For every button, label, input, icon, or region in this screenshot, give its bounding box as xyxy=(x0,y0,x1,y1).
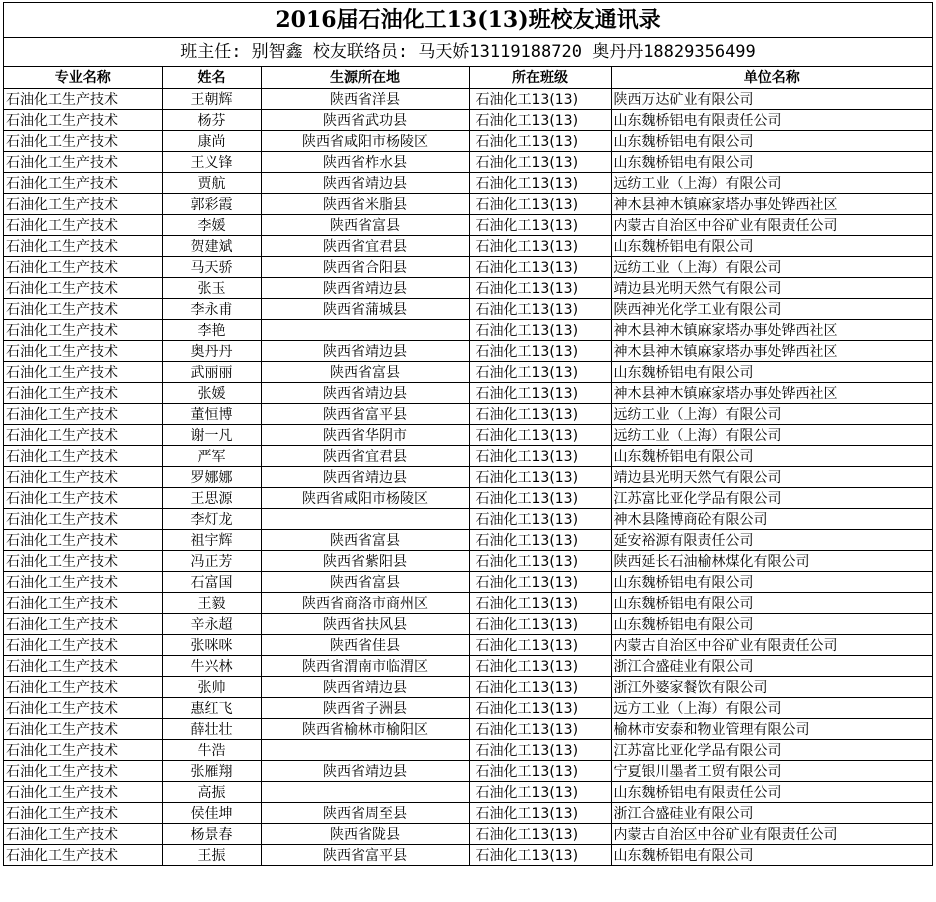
table-row xyxy=(4,529,932,550)
cell-unit: 神木县神木镇麻家塔办事处铧西社区 xyxy=(611,340,932,361)
cell-major: 石油化工生产技术 xyxy=(4,88,162,109)
cell-name: 辛永超 xyxy=(162,613,261,634)
column-header-class: 所在班级 xyxy=(469,67,611,88)
cell-name: 牛浩 xyxy=(162,739,261,760)
table-row xyxy=(4,403,932,424)
cell-major: 石油化工生产技术 xyxy=(4,760,162,781)
cell-unit: 山东魏桥铝电有限公司 xyxy=(611,151,932,172)
table-row xyxy=(4,193,932,214)
table-row xyxy=(4,109,932,130)
cell-unit: 陕西延长石油榆林煤化有限公司 xyxy=(611,550,932,571)
cell-class: 石油化工13(13) xyxy=(469,844,611,865)
cell-name: 张帅 xyxy=(162,676,261,697)
cell-major: 石油化工生产技术 xyxy=(4,424,162,445)
cell-name: 祖宇辉 xyxy=(162,529,261,550)
cell-class: 石油化工13(13) xyxy=(469,88,611,109)
cell-major: 石油化工生产技术 xyxy=(4,298,162,319)
cell-name: 马天骄 xyxy=(162,256,261,277)
page-title: 2016届石油化工13(13)班校友通讯录 xyxy=(4,3,932,38)
table-row xyxy=(4,634,932,655)
table-row xyxy=(4,844,932,865)
table-row xyxy=(4,739,932,760)
cell-class: 石油化工13(13) xyxy=(469,802,611,823)
table-row xyxy=(4,151,932,172)
column-header-unit: 单位名称 xyxy=(611,67,932,88)
cell-major: 石油化工生产技术 xyxy=(4,781,162,802)
table-row xyxy=(4,172,932,193)
cell-class: 石油化工13(13) xyxy=(469,361,611,382)
contact-subtitle: 班主任: 别智鑫 校友联络员: 马天娇13119188720 奥丹丹18829356499 xyxy=(4,38,932,67)
cell-unit: 江苏富比亚化学品有限公司 xyxy=(611,739,932,760)
cell-origin: 陕西省子洲县 xyxy=(261,697,469,718)
cell-name: 贾航 xyxy=(162,172,261,193)
cell-class: 石油化工13(13) xyxy=(469,781,611,802)
cell-unit: 江苏富比亚化学品有限公司 xyxy=(611,487,932,508)
cell-name: 严军 xyxy=(162,445,261,466)
cell-origin: 陕西省洋县 xyxy=(261,88,469,109)
cell-class: 石油化工13(13) xyxy=(469,676,611,697)
cell-name: 武丽丽 xyxy=(162,361,261,382)
cell-major: 石油化工生产技术 xyxy=(4,823,162,844)
cell-major: 石油化工生产技术 xyxy=(4,592,162,613)
table-row xyxy=(4,445,932,466)
cell-origin: 陕西省宜君县 xyxy=(261,445,469,466)
cell-origin: 陕西省榆林市榆阳区 xyxy=(261,718,469,739)
cell-unit: 浙江外婆家餐饮有限公司 xyxy=(611,676,932,697)
cell-major: 石油化工生产技术 xyxy=(4,508,162,529)
alumni-sheet xyxy=(3,2,933,866)
cell-unit: 内蒙古自治区中谷矿业有限责任公司 xyxy=(611,823,932,844)
cell-unit: 内蒙古自治区中谷矿业有限责任公司 xyxy=(611,634,932,655)
cell-major: 石油化工生产技术 xyxy=(4,445,162,466)
cell-class: 石油化工13(13) xyxy=(469,172,611,193)
cell-class: 石油化工13(13) xyxy=(469,298,611,319)
table-row xyxy=(4,823,932,844)
cell-unit: 延安裕源有限责任公司 xyxy=(611,529,932,550)
cell-unit: 神木县神木镇麻家塔办事处铧西社区 xyxy=(611,382,932,403)
cell-major: 石油化工生产技术 xyxy=(4,655,162,676)
cell-unit: 山东魏桥铝电有限责任公司 xyxy=(611,781,932,802)
table-row xyxy=(4,466,932,487)
table-row xyxy=(4,382,932,403)
cell-major: 石油化工生产技术 xyxy=(4,214,162,235)
cell-unit: 神木县神木镇麻家塔办事处铧西社区 xyxy=(611,319,932,340)
cell-name: 薛壮壮 xyxy=(162,718,261,739)
cell-origin: 陕西省靖边县 xyxy=(261,172,469,193)
table-row xyxy=(4,361,932,382)
cell-origin: 陕西省富县 xyxy=(261,361,469,382)
cell-unit: 浙江合盛硅业有限公司 xyxy=(611,802,932,823)
table-row xyxy=(4,613,932,634)
cell-name: 王朝辉 xyxy=(162,88,261,109)
cell-major: 石油化工生产技术 xyxy=(4,466,162,487)
cell-major: 石油化工生产技术 xyxy=(4,151,162,172)
table-row xyxy=(4,319,932,340)
cell-name: 杨景春 xyxy=(162,823,261,844)
cell-unit: 远纺工业（上海）有限公司 xyxy=(611,256,932,277)
cell-name: 侯佳坤 xyxy=(162,802,261,823)
cell-major: 石油化工生产技术 xyxy=(4,613,162,634)
table-row xyxy=(4,214,932,235)
cell-major: 石油化工生产技术 xyxy=(4,130,162,151)
cell-name: 杨芬 xyxy=(162,109,261,130)
cell-unit: 山东魏桥铝电有限公司 xyxy=(611,844,932,865)
cell-name: 王毅 xyxy=(162,592,261,613)
cell-class: 石油化工13(13) xyxy=(469,823,611,844)
cell-class: 石油化工13(13) xyxy=(469,571,611,592)
column-header-origin: 生源所在地 xyxy=(261,67,469,88)
column-header-name: 姓名 xyxy=(162,67,261,88)
cell-class: 石油化工13(13) xyxy=(469,256,611,277)
cell-name: 李永甫 xyxy=(162,298,261,319)
cell-class: 石油化工13(13) xyxy=(469,214,611,235)
cell-origin: 陕西省武功县 xyxy=(261,109,469,130)
cell-major: 石油化工生产技术 xyxy=(4,550,162,571)
table-row xyxy=(4,676,932,697)
cell-major: 石油化工生产技术 xyxy=(4,676,162,697)
cell-origin: 陕西省靖边县 xyxy=(261,340,469,361)
cell-name: 张媛 xyxy=(162,382,261,403)
cell-name: 罗娜娜 xyxy=(162,466,261,487)
cell-unit: 陕西万达矿业有限公司 xyxy=(611,88,932,109)
table-row xyxy=(4,802,932,823)
cell-class: 石油化工13(13) xyxy=(469,319,611,340)
table-row xyxy=(4,235,932,256)
cell-unit: 远纺工业（上海）有限公司 xyxy=(611,403,932,424)
table-row xyxy=(4,508,932,529)
cell-name: 石富国 xyxy=(162,571,261,592)
cell-major: 石油化工生产技术 xyxy=(4,634,162,655)
cell-origin: 陕西省咸阳市杨陵区 xyxy=(261,130,469,151)
cell-class: 石油化工13(13) xyxy=(469,151,611,172)
cell-class: 石油化工13(13) xyxy=(469,697,611,718)
cell-unit: 内蒙古自治区中谷矿业有限责任公司 xyxy=(611,214,932,235)
cell-name: 谢一凡 xyxy=(162,424,261,445)
cell-unit: 陕西神光化学工业有限公司 xyxy=(611,298,932,319)
cell-origin: 陕西省富县 xyxy=(261,214,469,235)
cell-unit: 山东魏桥铝电有限公司 xyxy=(611,592,932,613)
cell-unit: 靖边县光明天然气有限公司 xyxy=(611,466,932,487)
cell-class: 石油化工13(13) xyxy=(469,403,611,424)
cell-unit: 山东魏桥铝电有限责任公司 xyxy=(611,109,932,130)
table-row xyxy=(4,760,932,781)
table-row xyxy=(4,718,932,739)
cell-major: 石油化工生产技术 xyxy=(4,361,162,382)
cell-major: 石油化工生产技术 xyxy=(4,319,162,340)
cell-name: 高振 xyxy=(162,781,261,802)
cell-class: 石油化工13(13) xyxy=(469,592,611,613)
table-row xyxy=(4,592,932,613)
cell-class: 石油化工13(13) xyxy=(469,424,611,445)
cell-origin: 陕西省周至县 xyxy=(261,802,469,823)
cell-unit: 浙江合盛硅业有限公司 xyxy=(611,655,932,676)
cell-unit: 山东魏桥铝电有限公司 xyxy=(611,130,932,151)
cell-class: 石油化工13(13) xyxy=(469,445,611,466)
cell-origin xyxy=(261,781,469,802)
cell-major: 石油化工生产技术 xyxy=(4,739,162,760)
cell-unit: 远纺工业（上海）有限公司 xyxy=(611,172,932,193)
cell-unit: 山东魏桥铝电有限公司 xyxy=(611,445,932,466)
alumni-table xyxy=(4,67,932,865)
table-row xyxy=(4,88,932,109)
table-row xyxy=(4,550,932,571)
cell-name: 冯正芳 xyxy=(162,550,261,571)
column-header-major: 专业名称 xyxy=(4,67,162,88)
cell-major: 石油化工生产技术 xyxy=(4,403,162,424)
cell-name: 李艳 xyxy=(162,319,261,340)
cell-major: 石油化工生产技术 xyxy=(4,802,162,823)
cell-major: 石油化工生产技术 xyxy=(4,844,162,865)
cell-unit: 山东魏桥铝电有限公司 xyxy=(611,235,932,256)
cell-name: 王振 xyxy=(162,844,261,865)
cell-origin: 陕西省合阳县 xyxy=(261,256,469,277)
table-row xyxy=(4,571,932,592)
table-row xyxy=(4,781,932,802)
cell-major: 石油化工生产技术 xyxy=(4,340,162,361)
cell-major: 石油化工生产技术 xyxy=(4,193,162,214)
cell-major: 石油化工生产技术 xyxy=(4,487,162,508)
cell-unit: 神木县隆博商砼有限公司 xyxy=(611,508,932,529)
cell-class: 石油化工13(13) xyxy=(469,235,611,256)
cell-origin: 陕西省靖边县 xyxy=(261,760,469,781)
cell-origin xyxy=(261,319,469,340)
cell-unit: 榆林市安泰和物业管理有限公司 xyxy=(611,718,932,739)
cell-major: 石油化工生产技术 xyxy=(4,256,162,277)
cell-major: 石油化工生产技术 xyxy=(4,571,162,592)
cell-name: 李灯龙 xyxy=(162,508,261,529)
cell-origin: 陕西省靖边县 xyxy=(261,676,469,697)
cell-origin: 陕西省米脂县 xyxy=(261,193,469,214)
cell-name: 惠红飞 xyxy=(162,697,261,718)
table-row xyxy=(4,130,932,151)
cell-class: 石油化工13(13) xyxy=(469,529,611,550)
cell-class: 石油化工13(13) xyxy=(469,466,611,487)
cell-unit: 远纺工业（上海）有限公司 xyxy=(611,424,932,445)
cell-class: 石油化工13(13) xyxy=(469,739,611,760)
table-row xyxy=(4,424,932,445)
table-row xyxy=(4,697,932,718)
table-row xyxy=(4,298,932,319)
cell-name: 王义锋 xyxy=(162,151,261,172)
cell-origin: 陕西省宜君县 xyxy=(261,235,469,256)
table-row xyxy=(4,340,932,361)
cell-unit: 山东魏桥铝电有限公司 xyxy=(611,571,932,592)
cell-class: 石油化工13(13) xyxy=(469,130,611,151)
cell-major: 石油化工生产技术 xyxy=(4,172,162,193)
cell-origin: 陕西省靖边县 xyxy=(261,277,469,298)
cell-class: 石油化工13(13) xyxy=(469,550,611,571)
cell-name: 张玉 xyxy=(162,277,261,298)
cell-origin: 陕西省靖边县 xyxy=(261,466,469,487)
cell-origin xyxy=(261,508,469,529)
cell-origin: 陕西省柞水县 xyxy=(261,151,469,172)
cell-name: 奥丹丹 xyxy=(162,340,261,361)
cell-origin: 陕西省扶风县 xyxy=(261,613,469,634)
cell-major: 石油化工生产技术 xyxy=(4,235,162,256)
cell-origin: 陕西省富平县 xyxy=(261,844,469,865)
cell-origin: 陕西省商洛市商州区 xyxy=(261,592,469,613)
cell-name: 牛兴林 xyxy=(162,655,261,676)
cell-origin: 陕西省富县 xyxy=(261,529,469,550)
cell-name: 张雁翔 xyxy=(162,760,261,781)
cell-origin: 陕西省渭南市临渭区 xyxy=(261,655,469,676)
table-row xyxy=(4,655,932,676)
cell-origin: 陕西省富平县 xyxy=(261,403,469,424)
cell-major: 石油化工生产技术 xyxy=(4,718,162,739)
cell-class: 石油化工13(13) xyxy=(469,634,611,655)
cell-class: 石油化工13(13) xyxy=(469,760,611,781)
cell-unit: 宁夏银川墨者工贸有限公司 xyxy=(611,760,932,781)
cell-class: 石油化工13(13) xyxy=(469,718,611,739)
table-header-row xyxy=(4,67,932,88)
cell-origin: 陕西省蒲城县 xyxy=(261,298,469,319)
cell-major: 石油化工生产技术 xyxy=(4,109,162,130)
table-row xyxy=(4,256,932,277)
cell-unit: 远方工业（上海）有限公司 xyxy=(611,697,932,718)
cell-class: 石油化工13(13) xyxy=(469,655,611,676)
cell-origin: 陕西省佳县 xyxy=(261,634,469,655)
cell-class: 石油化工13(13) xyxy=(469,613,611,634)
cell-origin: 陕西省靖边县 xyxy=(261,382,469,403)
cell-unit: 靖边县光明天然气有限公司 xyxy=(611,277,932,298)
cell-class: 石油化工13(13) xyxy=(469,487,611,508)
cell-major: 石油化工生产技术 xyxy=(4,277,162,298)
cell-unit: 山东魏桥铝电有限公司 xyxy=(611,361,932,382)
cell-origin: 陕西省富县 xyxy=(261,571,469,592)
cell-class: 石油化工13(13) xyxy=(469,508,611,529)
cell-class: 石油化工13(13) xyxy=(469,193,611,214)
cell-origin: 陕西省华阴市 xyxy=(261,424,469,445)
cell-name: 董恒博 xyxy=(162,403,261,424)
cell-origin xyxy=(261,739,469,760)
cell-name: 贺建斌 xyxy=(162,235,261,256)
cell-class: 石油化工13(13) xyxy=(469,277,611,298)
cell-name: 郭彩霞 xyxy=(162,193,261,214)
cell-major: 石油化工生产技术 xyxy=(4,697,162,718)
cell-unit: 山东魏桥铝电有限公司 xyxy=(611,613,932,634)
cell-name: 王思源 xyxy=(162,487,261,508)
cell-name: 康尚 xyxy=(162,130,261,151)
cell-origin: 陕西省咸阳市杨陵区 xyxy=(261,487,469,508)
cell-name: 李媛 xyxy=(162,214,261,235)
table-row xyxy=(4,487,932,508)
cell-origin: 陕西省紫阳县 xyxy=(261,550,469,571)
cell-major: 石油化工生产技术 xyxy=(4,382,162,403)
cell-class: 石油化工13(13) xyxy=(469,340,611,361)
cell-class: 石油化工13(13) xyxy=(469,382,611,403)
table-row xyxy=(4,277,932,298)
cell-major: 石油化工生产技术 xyxy=(4,529,162,550)
cell-name: 张咪咪 xyxy=(162,634,261,655)
cell-unit: 神木县神木镇麻家塔办事处铧西社区 xyxy=(611,193,932,214)
cell-class: 石油化工13(13) xyxy=(469,109,611,130)
cell-origin: 陕西省陇县 xyxy=(261,823,469,844)
